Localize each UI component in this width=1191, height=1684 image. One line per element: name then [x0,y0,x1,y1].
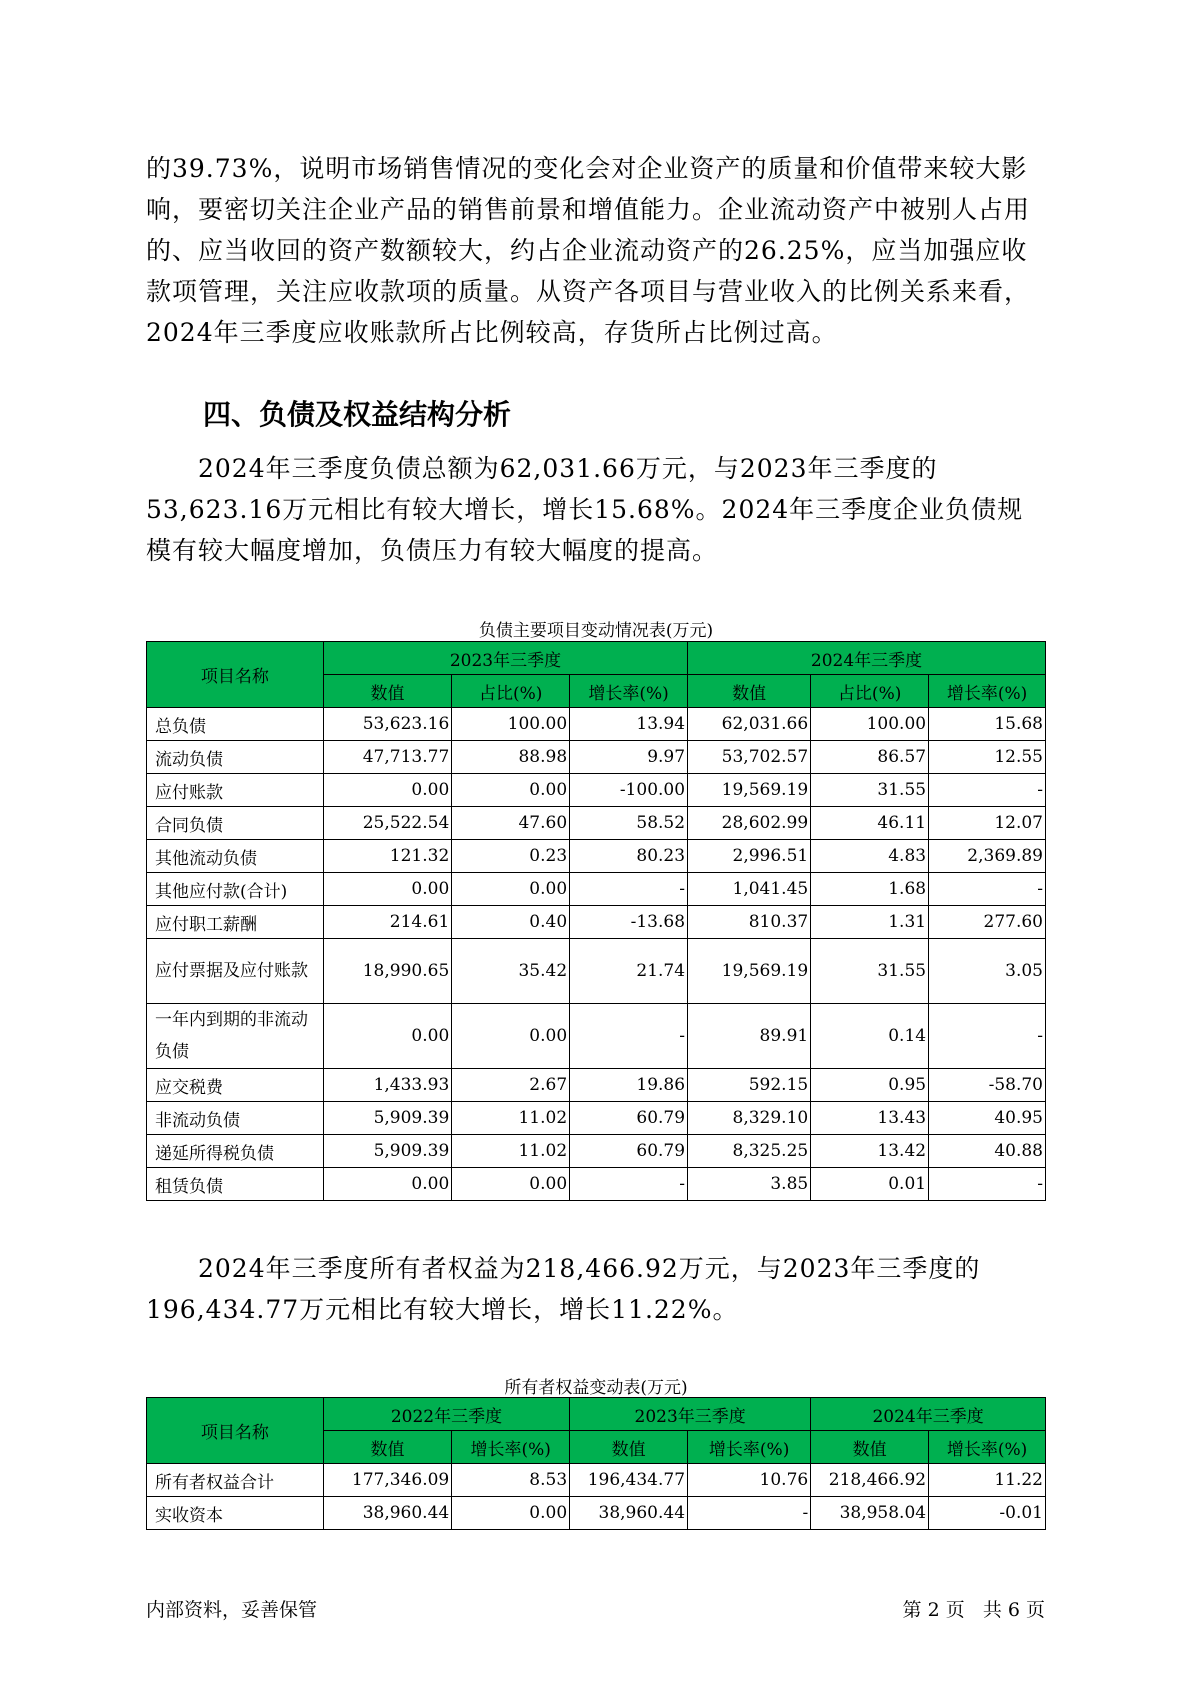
row-label: 递延所得税负债 [147,1135,324,1168]
table-cell: 177,346.09 [323,1464,451,1497]
table-cell: 86.57 [811,741,929,774]
sub-header: 增长率(%) [452,1431,570,1464]
table-cell: 0.00 [452,774,570,807]
table-cell: 2,369.89 [929,840,1046,873]
table-cell: 13.94 [570,708,688,741]
table-row [147,1497,1046,1530]
table-cell: -0.01 [929,1497,1046,1530]
sub-header: 增长率(%) [688,1431,811,1464]
table-cell: 277.60 [929,906,1046,939]
header-item-name: 项目名称 [147,642,324,708]
table-cell: 0.00 [452,873,570,906]
row-label: 其他应付款(合计) [147,873,324,906]
table-cell: 2,996.51 [688,840,811,873]
table-row [147,1069,1046,1102]
table-cell: 0.00 [452,1497,570,1530]
table-cell: 19,569.19 [688,774,811,807]
header-period: 2023年三季度 [570,1398,811,1431]
row-label: 非流动负债 [147,1102,324,1135]
table-cell: 3.85 [688,1168,811,1201]
table-cell: 47.60 [452,807,570,840]
table-cell: 31.55 [811,939,929,1004]
table-cell: 810.37 [688,906,811,939]
row-label: 合同负债 [147,807,324,840]
table-cell: -100.00 [570,774,688,807]
table-cell: 0.00 [323,1168,451,1201]
table-cell: 53,702.57 [688,741,811,774]
table-row [147,708,1046,741]
table-cell: 9.97 [570,741,688,774]
table-cell: 0.00 [323,774,451,807]
table-cell: 40.88 [929,1135,1046,1168]
sub-header: 数值 [570,1431,688,1464]
row-label: 流动负债 [147,741,324,774]
table-cell: 5,909.39 [323,1102,451,1135]
table-cell: 60.79 [570,1102,688,1135]
table-cell: 121.32 [323,840,451,873]
table-cell: 0.00 [323,873,451,906]
table-cell: 8.53 [452,1464,570,1497]
table-cell: 18,990.65 [323,939,451,1004]
table-cell: 35.42 [452,939,570,1004]
table-cell: 13.43 [811,1102,929,1135]
table-row [147,873,1046,906]
table-cell: 62,031.66 [688,708,811,741]
sub-header: 占比(%) [811,675,929,708]
table-cell: 19,569.19 [688,939,811,1004]
sub-header: 数值 [323,1431,451,1464]
sub-header: 数值 [323,675,451,708]
table-cell: 4.83 [811,840,929,873]
table-cell: 1.68 [811,873,929,906]
header-item-name: 项目名称 [147,1398,324,1464]
table-cell: 0.00 [452,1004,570,1069]
table-cell: - [929,873,1046,906]
table-row [147,1004,1046,1069]
table-cell: 0.95 [811,1069,929,1102]
table-row [147,1102,1046,1135]
table-cell: 13.42 [811,1135,929,1168]
table-row [147,906,1046,939]
table-cell: 0.01 [811,1168,929,1201]
table-cell: 58.52 [570,807,688,840]
footer-confidential: 内部资料，妥善保管 [146,1599,318,1621]
table-caption-equity: 所有者权益变动表(万元) [504,1378,688,1398]
table-caption-liabilities: 负债主要项目变动情况表(万元) [478,621,714,641]
table-cell: 88.98 [452,741,570,774]
table-cell: 8,329.10 [688,1102,811,1135]
header-period: 2022年三季度 [323,1398,569,1431]
row-label: 一年内到期的非流动负债 [147,1004,324,1069]
table-row [147,939,1046,1004]
sub-header: 增长率(%) [929,675,1046,708]
table-row [147,840,1046,873]
row-label: 实收资本 [147,1497,324,1530]
table-row [147,741,1046,774]
paragraph-equity-summary: 2024年三季度所有者权益为218,466.92万元，与2023年三季度的196,434.77万元相比有较大增长，增长11.22%。 [146,1254,981,1324]
table-cell: 0.23 [452,840,570,873]
table-cell: 100.00 [811,708,929,741]
table-cell: 8,325.25 [688,1135,811,1168]
header-period: 2023年三季度 [323,642,687,675]
table-cell: 1,041.45 [688,873,811,906]
table-cell: -58.70 [929,1069,1046,1102]
table-cell: 15.68 [929,708,1046,741]
table-cell: - [929,774,1046,807]
row-label: 总负债 [147,708,324,741]
table-cell: 0.00 [452,1168,570,1201]
table-row [147,1464,1046,1497]
table-cell: 80.23 [570,840,688,873]
table-cell: 47,713.77 [323,741,451,774]
table-cell: 0.00 [323,1004,451,1069]
paragraph-liabilities-summary: 2024年三季度负债总额为62,031.66万元，与2023年三季度的53,623.16万元相比有较大增长，增长15.68%。2024年三季度企业负债规模有较大幅度增加，负债压力有较大幅度的提高。 [146,454,1024,565]
row-label: 应付票据及应付账款 [147,939,324,1004]
table-cell: - [570,873,688,906]
sub-header: 增长率(%) [570,675,688,708]
table-cell: 53,623.16 [323,708,451,741]
equity-table [146,1397,1046,1530]
table-cell: 38,960.44 [570,1497,688,1530]
table-cell: 0.40 [452,906,570,939]
table-cell: -13.68 [570,906,688,939]
table-row [147,807,1046,840]
sub-header: 增长率(%) [929,1431,1046,1464]
table-cell: - [929,1004,1046,1069]
table-cell: 214.61 [323,906,451,939]
table-cell: 10.76 [688,1464,811,1497]
table-cell: 89.91 [688,1004,811,1069]
table-cell: 218,466.92 [811,1464,929,1497]
table-cell: 1,433.93 [323,1069,451,1102]
header-period: 2024年三季度 [688,642,1046,675]
paragraph-assets-summary: 的39.73%，说明市场销售情况的变化会对企业资产的质量和价值带来较大影响，要密切关注企业产品的销售前景和增值能力。企业流动资产中被别人占用的、应当收回的资产数额较大，约占企业流动资产的26.25%，应当加强应收款项管理，关注应收款项的质量。从资产各项目与营业收入的比例关系来看，2024年三季度应收账款所占比例较高，存货所占比例过高。 [146,154,1031,347]
table-cell: 1.31 [811,906,929,939]
table-cell: 31.55 [811,774,929,807]
table-row [147,774,1046,807]
table-cell: - [929,1168,1046,1201]
table-cell: 12.07 [929,807,1046,840]
table-cell: - [570,1004,688,1069]
table-cell: 592.15 [688,1069,811,1102]
table-cell: 0.14 [811,1004,929,1069]
liabilities-table [146,641,1046,1201]
sub-header: 数值 [811,1431,929,1464]
sub-header: 占比(%) [452,675,570,708]
table-row [147,1168,1046,1201]
table-cell: 12.55 [929,741,1046,774]
section-heading: 四、负债及权益结构分析 [203,398,512,431]
table-cell: 11.02 [452,1102,570,1135]
table-cell: 196,434.77 [570,1464,688,1497]
table-cell: 25,522.54 [323,807,451,840]
row-label: 应付账款 [147,774,324,807]
table-cell: 38,960.44 [323,1497,451,1530]
table-cell: 38,958.04 [811,1497,929,1530]
table-cell: 11.22 [929,1464,1046,1497]
table-cell: 5,909.39 [323,1135,451,1168]
row-label: 应交税费 [147,1069,324,1102]
row-label: 其他流动负债 [147,840,324,873]
footer-page-number: 第 2 页 共 6 页 [902,1599,1045,1621]
row-label: 租赁负债 [147,1168,324,1201]
table-cell: 11.02 [452,1135,570,1168]
table-cell: 46.11 [811,807,929,840]
table-cell: 21.74 [570,939,688,1004]
table-cell: 40.95 [929,1102,1046,1135]
table-cell: 2.67 [452,1069,570,1102]
table-cell: - [570,1168,688,1201]
table-cell: 60.79 [570,1135,688,1168]
table-cell: 28,602.99 [688,807,811,840]
table-cell: - [688,1497,811,1530]
table-cell: 3.05 [929,939,1046,1004]
row-label: 所有者权益合计 [147,1464,324,1497]
row-label: 应付职工薪酬 [147,906,324,939]
table-row [147,1135,1046,1168]
table-cell: 100.00 [452,708,570,741]
sub-header: 数值 [688,675,811,708]
table-cell: 19.86 [570,1069,688,1102]
header-period: 2024年三季度 [811,1398,1046,1431]
